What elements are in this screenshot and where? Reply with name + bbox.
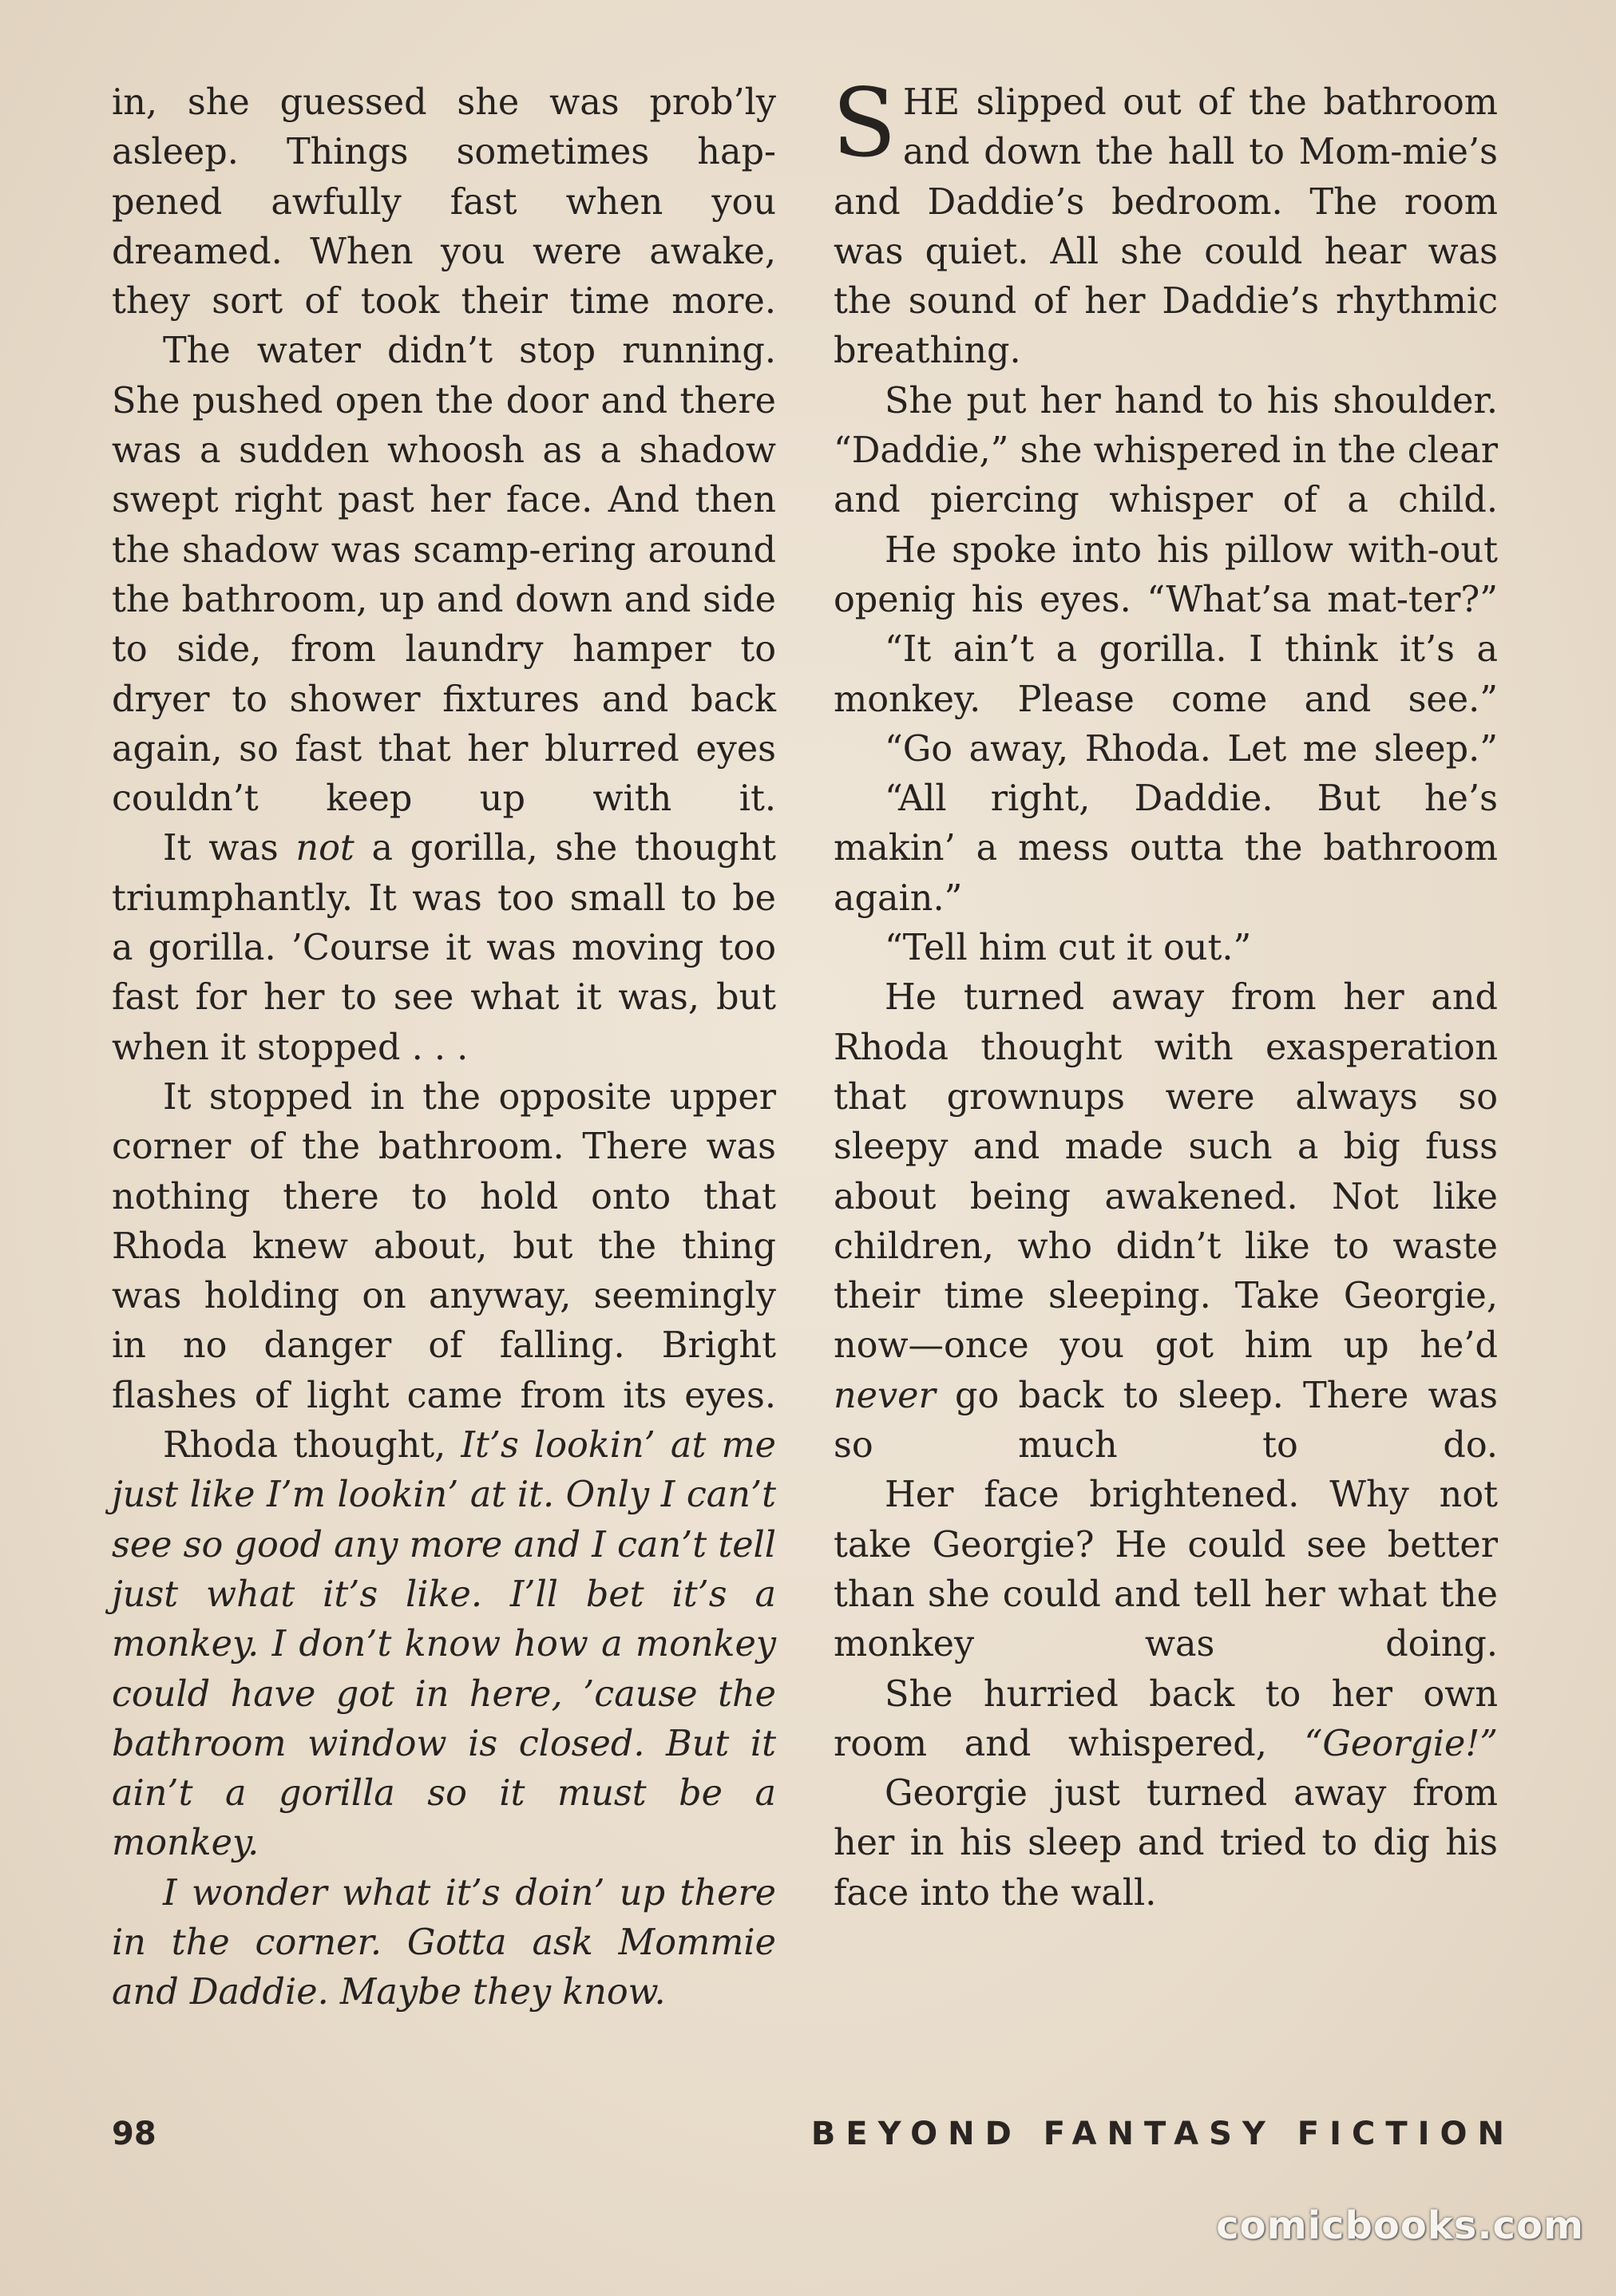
paragraph: I wonder what it’s doin’ up there in the corner. Gotta ask Mommie and Daddie. Maybe they know. — [112, 1872, 776, 2013]
paragraph: “Tell him cut it out.” — [885, 928, 1252, 969]
paragraph: Georgie just turned away from her in his sleep and tried to dig his face into the wall. — [834, 1773, 1498, 1914]
paragraph: She hurried back to her own room and whispered, “Georgie!” — [834, 1673, 1498, 1764]
paragraph: It was not a gorilla, she thought triumphantly. It was too small to be a gorilla. ’Course it was moving too fast for her to see what it was, but when it stopped . . . — [112, 828, 777, 1068]
paragraph: He spoke into his pillow with-out openig his eyes. “What’sa mat-ter?” — [834, 529, 1498, 620]
paragraph: Rhoda thought, It’s lookin’ at me just like I’m lookin’ at it. Only I can’t see so good any more and I can’t tell just what it’s like. I’ll bet it’s a monkey. I don’t know how a monkey could have got in here, ’cause the bathroom window is closed. But it ain’t a gorilla so it must be a monkey. — [112, 1425, 776, 1864]
magazine-title: BEYOND FANTASY FICTION — [810, 2116, 1515, 2152]
paragraph: She put her hand to his shoulder. “Daddie,” she whispered in the clear and piercing whisper of a child. — [834, 380, 1498, 521]
paragraph: He turned away from her and Rhoda thought with exasperation that grownups were always so sleepy and made such a big fuss about being awakened. Not like children, who didn’t like to waste their time sleeping. Take Georgie, now—once you got him up he’d never go back to sleep. There was so much to do. — [834, 977, 1498, 1467]
page-footer — [112, 2116, 1515, 2163]
drop-cap: S — [832, 68, 897, 178]
right-text-column — [832, 68, 1498, 1918]
page-number: 98 — [112, 2116, 156, 2152]
left-text-column — [112, 78, 776, 2018]
paragraph: “It ain’t a gorilla. I think it’s a monkey. Please come and see.” — [834, 629, 1498, 720]
paragraph: The water didn’t stop running. She pushed open the door and there was a sudden whoosh as a shadow swept right past her face. And then the shadow was scamp-ering around the bathroom, up and down and side to side, from laundry hamper to dryer to shower fixtures and back again, so fast that her blurred eyes couldn’t keep up with it. — [112, 331, 776, 820]
paragraph: “All right, Daddie. But he’s makin’ a mess outta the bathroom again.” — [834, 778, 1498, 919]
watermark-logo: comicbooks.com — [1216, 2203, 1584, 2248]
paragraph: SHE slipped out of the bathroom and down the hall to Mom-mie’s and Daddie’s bedroom. The room was quiet. All she could hear was the sound of her Daddie’s rhythmic breathing. — [832, 68, 1498, 372]
paragraph: It stopped in the opposite upper corner of the bathroom. There was nothing there to hold onto that Rhoda knew about, but the thing was holding on anyway, seemingly in no danger of falling. Bright flashes of light came from its eyes. — [112, 1076, 776, 1416]
paragraph: “Go away, Rhoda. Let me sleep.” — [885, 728, 1498, 770]
paragraph: in, she guessed she was prob’ly asleep. Things sometimes hap-pened awfully fast when you dreamed. When you were awake, they sort of took their time more. — [112, 82, 776, 323]
paragraph: Her face brightened. Why not take Georgie? He could see better than she could and tell her what the monkey was doing. — [834, 1475, 1498, 1665]
